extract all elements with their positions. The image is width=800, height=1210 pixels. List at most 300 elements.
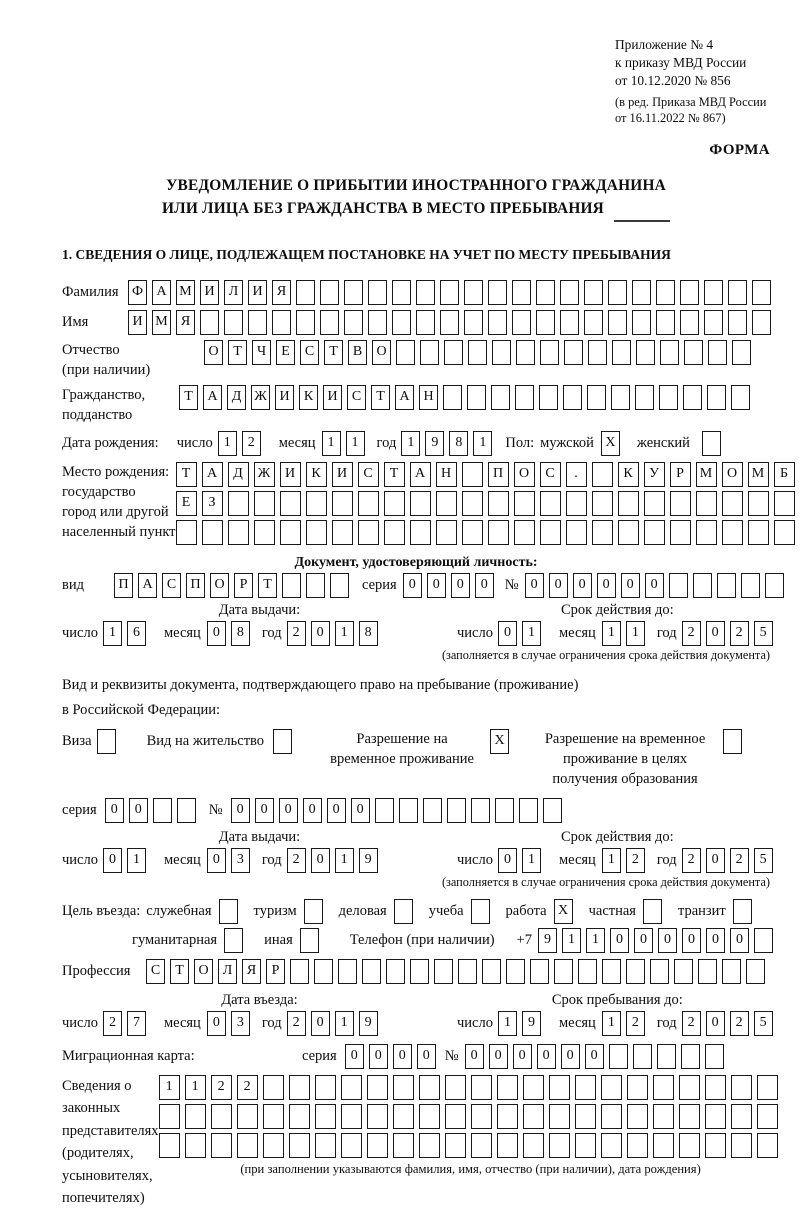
char-box[interactable] — [491, 385, 510, 410]
char-box[interactable] — [653, 1133, 674, 1158]
char-box[interactable]: Н — [436, 462, 457, 487]
char-box[interactable] — [728, 310, 747, 335]
char-box[interactable] — [705, 1075, 726, 1100]
char-box[interactable] — [696, 491, 717, 516]
char-box[interactable]: 0 — [369, 1044, 388, 1069]
char-box[interactable]: З — [202, 491, 223, 516]
char-box[interactable] — [228, 520, 249, 545]
char-box[interactable] — [394, 899, 413, 924]
char-box[interactable]: 1 — [401, 431, 420, 456]
char-box[interactable] — [445, 1133, 466, 1158]
char-box[interactable]: 0 — [207, 848, 226, 873]
char-box[interactable]: 1 — [127, 848, 146, 873]
char-box[interactable]: 0 — [255, 798, 274, 823]
char-box[interactable] — [705, 1044, 724, 1069]
char-box[interactable] — [563, 385, 582, 410]
char-box[interactable] — [393, 1133, 414, 1158]
char-box[interactable] — [566, 491, 587, 516]
char-box[interactable] — [731, 1104, 752, 1129]
char-box[interactable]: 1 — [335, 848, 354, 873]
char-box[interactable] — [592, 520, 613, 545]
char-box[interactable] — [368, 280, 387, 305]
char-box[interactable] — [746, 959, 765, 984]
char-box[interactable]: 0 — [279, 798, 298, 823]
char-box[interactable]: 0 — [475, 573, 494, 598]
char-box[interactable] — [674, 959, 693, 984]
char-box[interactable] — [219, 899, 238, 924]
char-box[interactable]: 8 — [359, 621, 378, 646]
char-box[interactable]: О — [722, 462, 743, 487]
char-box[interactable] — [444, 340, 463, 365]
char-box[interactable] — [314, 959, 333, 984]
char-box[interactable] — [601, 1104, 622, 1129]
char-box[interactable] — [656, 280, 675, 305]
char-box[interactable] — [332, 520, 353, 545]
char-box[interactable] — [399, 798, 418, 823]
char-box[interactable]: 0 — [585, 1044, 604, 1069]
char-box[interactable] — [423, 798, 442, 823]
char-box[interactable] — [254, 491, 275, 516]
char-box[interactable]: Р — [266, 959, 285, 984]
char-box[interactable]: А — [203, 385, 222, 410]
char-box[interactable] — [650, 959, 669, 984]
char-box[interactable]: 0 — [311, 621, 330, 646]
char-box[interactable] — [765, 573, 784, 598]
char-box[interactable]: 1 — [346, 431, 365, 456]
char-box[interactable]: 0 — [682, 928, 701, 953]
char-box[interactable] — [224, 928, 243, 953]
char-box[interactable] — [320, 310, 339, 335]
char-box[interactable]: 8 — [231, 621, 250, 646]
char-box[interactable] — [367, 1133, 388, 1158]
char-box[interactable]: М — [696, 462, 717, 487]
char-box[interactable] — [471, 798, 490, 823]
char-box[interactable]: 0 — [645, 573, 664, 598]
char-box[interactable] — [410, 959, 429, 984]
char-box[interactable] — [367, 1075, 388, 1100]
char-box[interactable] — [445, 1104, 466, 1129]
char-box[interactable]: 0 — [525, 573, 544, 598]
char-box[interactable] — [516, 340, 535, 365]
char-box[interactable]: 0 — [498, 848, 517, 873]
char-box[interactable] — [564, 340, 583, 365]
char-box[interactable] — [393, 1075, 414, 1100]
char-box[interactable] — [584, 310, 603, 335]
char-box[interactable]: 0 — [351, 798, 370, 823]
char-box[interactable]: 5 — [754, 848, 773, 873]
char-box[interactable] — [341, 1075, 362, 1100]
char-box[interactable]: И — [200, 280, 219, 305]
char-box[interactable] — [587, 385, 606, 410]
char-box[interactable] — [633, 1044, 652, 1069]
char-box[interactable] — [338, 959, 357, 984]
char-box[interactable] — [263, 1133, 284, 1158]
char-box[interactable] — [443, 385, 462, 410]
char-box[interactable]: Ж — [251, 385, 270, 410]
char-box[interactable] — [410, 491, 431, 516]
char-box[interactable] — [632, 280, 651, 305]
char-box[interactable] — [419, 1104, 440, 1129]
char-box[interactable]: 2 — [211, 1075, 232, 1100]
char-box[interactable] — [609, 1044, 628, 1069]
char-box[interactable]: Т — [179, 385, 198, 410]
char-box[interactable] — [627, 1104, 648, 1129]
char-box[interactable]: X — [490, 729, 509, 754]
char-box[interactable]: Ф — [128, 280, 147, 305]
char-box[interactable] — [289, 1104, 310, 1129]
char-box[interactable] — [224, 310, 243, 335]
char-box[interactable] — [185, 1133, 206, 1158]
char-box[interactable] — [774, 520, 795, 545]
char-box[interactable]: 0 — [417, 1044, 436, 1069]
char-box[interactable]: 1 — [159, 1075, 180, 1100]
char-box[interactable]: 0 — [561, 1044, 580, 1069]
char-box[interactable]: 1 — [322, 431, 341, 456]
char-box[interactable] — [707, 385, 726, 410]
char-box[interactable] — [748, 491, 769, 516]
char-box[interactable] — [330, 573, 349, 598]
char-box[interactable]: 5 — [754, 1011, 773, 1036]
char-box[interactable]: 2 — [682, 1011, 701, 1036]
char-box[interactable] — [159, 1133, 180, 1158]
char-box[interactable] — [280, 520, 301, 545]
char-box[interactable] — [332, 491, 353, 516]
char-box[interactable] — [506, 959, 525, 984]
char-box[interactable] — [731, 385, 750, 410]
char-box[interactable] — [679, 1133, 700, 1158]
char-box[interactable]: И — [280, 462, 301, 487]
char-box[interactable] — [315, 1133, 336, 1158]
char-box[interactable]: В — [348, 340, 367, 365]
char-box[interactable]: 7 — [127, 1011, 146, 1036]
char-box[interactable] — [698, 959, 717, 984]
char-box[interactable] — [757, 1075, 778, 1100]
char-box[interactable]: Н — [419, 385, 438, 410]
char-box[interactable] — [462, 520, 483, 545]
char-box[interactable] — [601, 1133, 622, 1158]
char-box[interactable]: П — [114, 573, 133, 598]
char-box[interactable] — [362, 959, 381, 984]
char-box[interactable]: 9 — [522, 1011, 541, 1036]
char-box[interactable]: И — [275, 385, 294, 410]
char-box[interactable] — [754, 928, 773, 953]
char-box[interactable] — [410, 520, 431, 545]
char-box[interactable] — [434, 959, 453, 984]
char-box[interactable] — [211, 1104, 232, 1129]
char-box[interactable] — [644, 520, 665, 545]
char-box[interactable] — [368, 310, 387, 335]
char-box[interactable]: 1 — [335, 1011, 354, 1036]
char-box[interactable] — [344, 310, 363, 335]
char-box[interactable] — [670, 491, 691, 516]
char-box[interactable] — [704, 310, 723, 335]
char-box[interactable]: Л — [218, 959, 237, 984]
char-box[interactable] — [300, 928, 319, 953]
char-box[interactable]: 0 — [634, 928, 653, 953]
char-box[interactable] — [273, 729, 292, 754]
char-box[interactable] — [530, 959, 549, 984]
char-box[interactable] — [488, 310, 507, 335]
char-box[interactable] — [289, 1133, 310, 1158]
char-box[interactable] — [440, 310, 459, 335]
char-box[interactable]: С — [162, 573, 181, 598]
char-box[interactable]: 9 — [359, 1011, 378, 1036]
char-box[interactable] — [304, 899, 323, 924]
char-box[interactable] — [282, 573, 301, 598]
char-box[interactable]: О — [194, 959, 213, 984]
char-box[interactable]: 1 — [522, 621, 541, 646]
char-box[interactable]: 1 — [586, 928, 605, 953]
char-box[interactable]: 0 — [311, 1011, 330, 1036]
char-box[interactable]: 1 — [522, 848, 541, 873]
char-box[interactable] — [471, 899, 490, 924]
char-box[interactable] — [393, 1104, 414, 1129]
char-box[interactable] — [202, 520, 223, 545]
char-box[interactable]: 2 — [682, 848, 701, 873]
char-box[interactable] — [683, 385, 702, 410]
char-box[interactable] — [554, 959, 573, 984]
char-box[interactable] — [592, 462, 613, 487]
char-box[interactable] — [280, 491, 301, 516]
char-box[interactable] — [543, 798, 562, 823]
char-box[interactable]: 0 — [207, 1011, 226, 1036]
char-box[interactable] — [263, 1075, 284, 1100]
char-box[interactable]: 0 — [105, 798, 124, 823]
char-box[interactable]: К — [299, 385, 318, 410]
char-box[interactable]: Т — [384, 462, 405, 487]
char-box[interactable] — [392, 310, 411, 335]
char-box[interactable]: А — [395, 385, 414, 410]
char-box[interactable]: Т — [324, 340, 343, 365]
char-box[interactable] — [702, 431, 721, 456]
char-box[interactable] — [419, 1075, 440, 1100]
char-box[interactable]: 0 — [345, 1044, 364, 1069]
char-box[interactable]: 2 — [287, 621, 306, 646]
char-box[interactable]: С — [146, 959, 165, 984]
char-box[interactable] — [497, 1104, 518, 1129]
char-box[interactable]: Л — [224, 280, 243, 305]
char-box[interactable]: 1 — [185, 1075, 206, 1100]
char-box[interactable] — [315, 1104, 336, 1129]
char-box[interactable]: Т — [176, 462, 197, 487]
char-box[interactable] — [296, 280, 315, 305]
char-box[interactable] — [514, 491, 535, 516]
char-box[interactable] — [237, 1133, 258, 1158]
char-box[interactable] — [512, 310, 531, 335]
char-box[interactable] — [306, 520, 327, 545]
char-box[interactable] — [341, 1133, 362, 1158]
char-box[interactable]: 9 — [425, 431, 444, 456]
char-box[interactable] — [732, 340, 751, 365]
char-box[interactable] — [705, 1104, 726, 1129]
char-box[interactable]: 2 — [730, 621, 749, 646]
char-box[interactable] — [358, 491, 379, 516]
char-box[interactable]: 0 — [573, 573, 592, 598]
char-box[interactable] — [176, 520, 197, 545]
char-box[interactable] — [540, 340, 559, 365]
char-box[interactable]: 0 — [621, 573, 640, 598]
char-box[interactable] — [440, 280, 459, 305]
char-box[interactable]: 1 — [218, 431, 237, 456]
char-box[interactable]: 1 — [103, 621, 122, 646]
char-box[interactable]: Т — [170, 959, 189, 984]
char-box[interactable] — [681, 1044, 700, 1069]
char-box[interactable]: 0 — [451, 573, 470, 598]
char-box[interactable]: 0 — [706, 848, 725, 873]
char-box[interactable] — [536, 280, 555, 305]
char-box[interactable]: Ч — [252, 340, 271, 365]
char-box[interactable]: 1 — [498, 1011, 517, 1036]
char-box[interactable]: А — [202, 462, 223, 487]
char-box[interactable] — [626, 959, 645, 984]
char-box[interactable] — [523, 1075, 544, 1100]
char-box[interactable]: П — [186, 573, 205, 598]
char-box[interactable]: 0 — [706, 1011, 725, 1036]
char-box[interactable] — [445, 1075, 466, 1100]
char-box[interactable] — [392, 280, 411, 305]
char-box[interactable]: И — [332, 462, 353, 487]
char-box[interactable] — [660, 340, 679, 365]
char-box[interactable] — [636, 340, 655, 365]
char-box[interactable] — [722, 959, 741, 984]
char-box[interactable] — [627, 1075, 648, 1100]
char-box[interactable]: 2 — [682, 621, 701, 646]
char-box[interactable] — [488, 280, 507, 305]
char-box[interactable] — [549, 1104, 570, 1129]
char-box[interactable]: 2 — [730, 848, 749, 873]
char-box[interactable] — [320, 280, 339, 305]
char-box[interactable] — [608, 310, 627, 335]
char-box[interactable]: М — [748, 462, 769, 487]
char-box[interactable] — [680, 310, 699, 335]
char-box[interactable] — [618, 491, 639, 516]
char-box[interactable]: 9 — [538, 928, 557, 953]
char-box[interactable]: 2 — [730, 1011, 749, 1036]
char-box[interactable]: Я — [272, 280, 291, 305]
char-box[interactable] — [539, 385, 558, 410]
char-box[interactable]: 0 — [207, 621, 226, 646]
char-box[interactable]: 0 — [403, 573, 422, 598]
char-box[interactable] — [592, 491, 613, 516]
char-box[interactable] — [608, 280, 627, 305]
char-box[interactable]: 2 — [242, 431, 261, 456]
char-box[interactable] — [519, 798, 538, 823]
char-box[interactable] — [497, 1133, 518, 1158]
char-box[interactable] — [375, 798, 394, 823]
char-box[interactable] — [774, 491, 795, 516]
char-box[interactable]: 0 — [311, 848, 330, 873]
char-box[interactable]: С — [347, 385, 366, 410]
char-box[interactable]: С — [358, 462, 379, 487]
char-box[interactable] — [447, 798, 466, 823]
char-box[interactable]: 5 — [754, 621, 773, 646]
char-box[interactable]: Д — [228, 462, 249, 487]
char-box[interactable]: О — [514, 462, 535, 487]
char-box[interactable] — [757, 1133, 778, 1158]
char-box[interactable] — [514, 520, 535, 545]
char-box[interactable] — [757, 1104, 778, 1129]
char-box[interactable] — [575, 1075, 596, 1100]
char-box[interactable] — [611, 385, 630, 410]
char-box[interactable]: 0 — [489, 1044, 508, 1069]
char-box[interactable] — [669, 573, 688, 598]
char-box[interactable]: 0 — [610, 928, 629, 953]
char-box[interactable] — [512, 280, 531, 305]
char-box[interactable] — [679, 1104, 700, 1129]
char-box[interactable]: 0 — [393, 1044, 412, 1069]
char-box[interactable] — [656, 310, 675, 335]
char-box[interactable] — [228, 491, 249, 516]
char-box[interactable] — [515, 385, 534, 410]
char-box[interactable] — [153, 798, 172, 823]
char-box[interactable] — [575, 1104, 596, 1129]
char-box[interactable] — [185, 1104, 206, 1129]
char-box[interactable] — [523, 1133, 544, 1158]
char-box[interactable]: О — [204, 340, 223, 365]
char-box[interactable] — [471, 1075, 492, 1100]
char-box[interactable] — [752, 310, 771, 335]
char-box[interactable]: 2 — [237, 1075, 258, 1100]
char-box[interactable] — [384, 491, 405, 516]
char-box[interactable] — [578, 959, 597, 984]
char-box[interactable] — [416, 280, 435, 305]
char-box[interactable]: С — [300, 340, 319, 365]
char-box[interactable]: 2 — [103, 1011, 122, 1036]
char-box[interactable]: 1 — [626, 621, 645, 646]
char-box[interactable]: X — [554, 899, 573, 924]
char-box[interactable]: 2 — [626, 848, 645, 873]
char-box[interactable]: 2 — [626, 1011, 645, 1036]
char-box[interactable] — [696, 520, 717, 545]
char-box[interactable]: А — [410, 462, 431, 487]
char-box[interactable] — [536, 310, 555, 335]
char-box[interactable] — [396, 340, 415, 365]
char-box[interactable]: 1 — [335, 621, 354, 646]
char-box[interactable] — [436, 491, 457, 516]
char-box[interactable] — [679, 1075, 700, 1100]
char-box[interactable] — [752, 280, 771, 305]
char-box[interactable]: А — [152, 280, 171, 305]
char-box[interactable] — [684, 340, 703, 365]
char-box[interactable] — [386, 959, 405, 984]
char-box[interactable]: 9 — [359, 848, 378, 873]
char-box[interactable] — [497, 1075, 518, 1100]
char-box[interactable] — [488, 491, 509, 516]
char-box[interactable] — [263, 1104, 284, 1129]
char-box[interactable] — [741, 573, 760, 598]
char-box[interactable] — [436, 520, 457, 545]
char-box[interactable]: 0 — [231, 798, 250, 823]
char-box[interactable] — [467, 385, 486, 410]
char-box[interactable] — [296, 310, 315, 335]
char-box[interactable]: Т — [371, 385, 390, 410]
char-box[interactable]: 0 — [658, 928, 677, 953]
char-box[interactable] — [659, 385, 678, 410]
char-box[interactable]: Б — [774, 462, 795, 487]
char-box[interactable] — [159, 1104, 180, 1129]
char-box[interactable] — [612, 340, 631, 365]
char-box[interactable]: С — [540, 462, 561, 487]
char-box[interactable]: 1 — [562, 928, 581, 953]
char-box[interactable]: 0 — [103, 848, 122, 873]
char-box[interactable] — [722, 491, 743, 516]
char-box[interactable]: Т — [258, 573, 277, 598]
char-box[interactable] — [290, 959, 309, 984]
char-box[interactable] — [705, 1133, 726, 1158]
char-box[interactable]: К — [306, 462, 327, 487]
char-box[interactable]: . — [566, 462, 587, 487]
char-box[interactable]: 0 — [706, 928, 725, 953]
